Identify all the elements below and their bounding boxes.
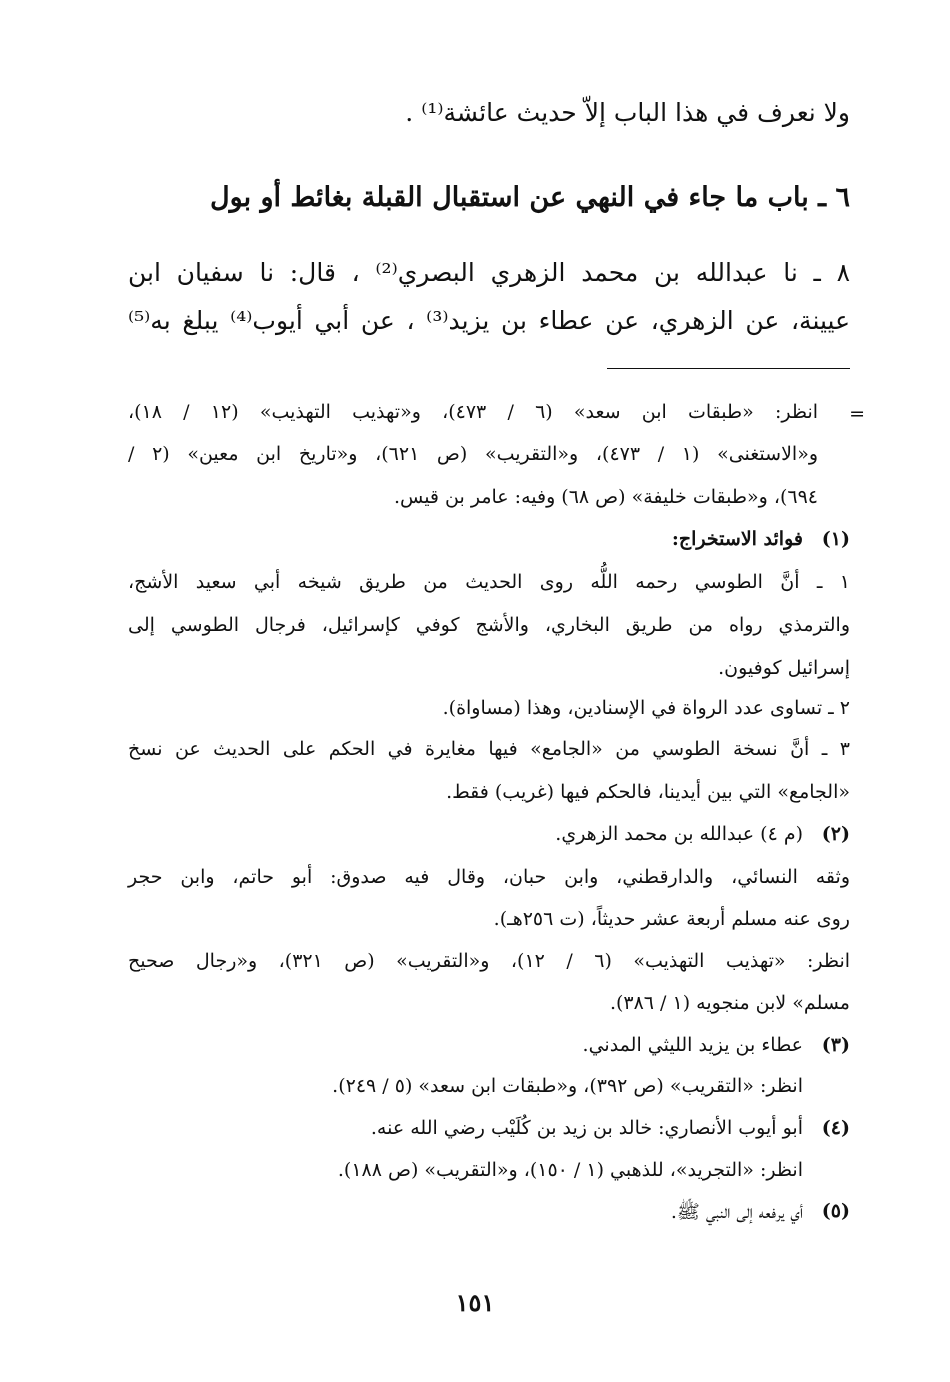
footnote-line: أي يرفعه إلى النبي ﷺ. — [670, 1201, 803, 1223]
footnote-line: ٣ ـ أنَّ نسخة الطوسي من «الجامع» فيها مغايرة في الحكم على الحديث عن نسخ — [128, 738, 850, 760]
hadith-line-1: ٨ ـ نا عبدالله بن محمد الزهري البصري⁽²⁾ ، قال: نا سفيان ابن — [128, 258, 850, 287]
footnote-line: ١ ـ أنَّ الطوسي رحمه اللُّه روى الحديث من طريق شيخه أبي سعيد الأشج، — [128, 571, 850, 593]
footnote-marker: (٥) — [821, 1200, 850, 1222]
footnote-line: انظر: «التقريب» (ص ٣٩٢)، و«طبقات ابن سعد» (٥ / ٢٤٩). — [332, 1075, 803, 1097]
footnote-marker: (١) — [821, 528, 850, 550]
footnote-marker: (٣) — [821, 1034, 850, 1056]
footnote-line: أبو أيوب الأنصاري: خالد بن زيد بن كُلَيْب رضي الله عنه. — [370, 1117, 803, 1139]
footnote-continuation-line: انظر: «طبقات ابن سعد» (٦ / ٤٧٣)، و«تهذيب التهذيب» (١٢ / ١٨)، — [128, 401, 819, 423]
chapter-heading: ٦ ـ باب ما جاء في النهي عن استقبال القبلة بغائط أو بول — [210, 182, 850, 213]
footnote-marker: (٤) — [821, 1117, 850, 1139]
footnote-line: «الجامع» التي بين أيدينا، فالحكم فيها (غريب) فقط. — [446, 781, 850, 803]
footnote-title: فوائد الاستخراج: — [671, 528, 803, 550]
footnote-line: روى عنه مسلم أربعة عشر حديثاً، (ت ٢٥٦هـ). — [493, 908, 850, 930]
footnote-line: ٢ ـ تساوى عدد الرواة في الإسنادين، وهذا (مساواة). — [442, 697, 850, 719]
footnote-marker: (٢) — [821, 823, 850, 845]
footnote-line: عطاء بن يزيد الليثي المدني. — [582, 1034, 803, 1056]
footnote-divider — [607, 368, 850, 369]
footnote-line: والترمذي رواه من طريق البخاري، والأشج كوفي كإسرائيل، فرجال الطوسي إلى — [128, 614, 850, 636]
footnote-line: انظر: «التجريد»، للذهبي (١ / ١٥٠)، و«التقريب» (ص ١٨٨). — [337, 1159, 803, 1181]
footnote-continuation-line: ٦٩٤)، و«طبقات خليفة» (ص ٦٨) وفيه: عامر بن قيس. — [393, 486, 818, 508]
footnote-line: إسرائيل كوفيون. — [718, 657, 850, 679]
page-number: ١٥١ — [455, 1288, 495, 1317]
closing-sentence: ولا نعرف في هذا الباب إلاّ حديث عائشة⁽¹⁾ . — [405, 98, 850, 127]
footnote-continuation-line: و«الاستغنى» (١ / ٤٧٣)، و«التقريب» (ص ٦٢١)، و«تاريخ ابن معين» (٢ / — [128, 443, 818, 465]
footnote-line: انظر: «تهذيب التهذيب» (٦ / ١٢)، و«التقريب» (ص ٣٢١)، و«رجال صحيح — [128, 950, 851, 972]
footnote-line: مسلم» لابن منجويه (١ / ٣٨٦). — [609, 992, 850, 1014]
hadith-line-2: عيينة، عن الزهري، عن عطاء بن يزيد⁽³⁾ ، عن أبي أيوب⁽⁴⁾ يبلغ به⁽⁵⁾ — [128, 306, 850, 335]
footnote-line: (م ٤) عبدالله بن محمد الزهري. — [555, 823, 803, 845]
footnote-line: وثقه النسائي، والدارقطني، وابن حبان، وقال فيه صدوق: أبو حاتم، وابن حجر — [128, 866, 850, 888]
footnote-continuation-marker: = — [849, 403, 865, 425]
